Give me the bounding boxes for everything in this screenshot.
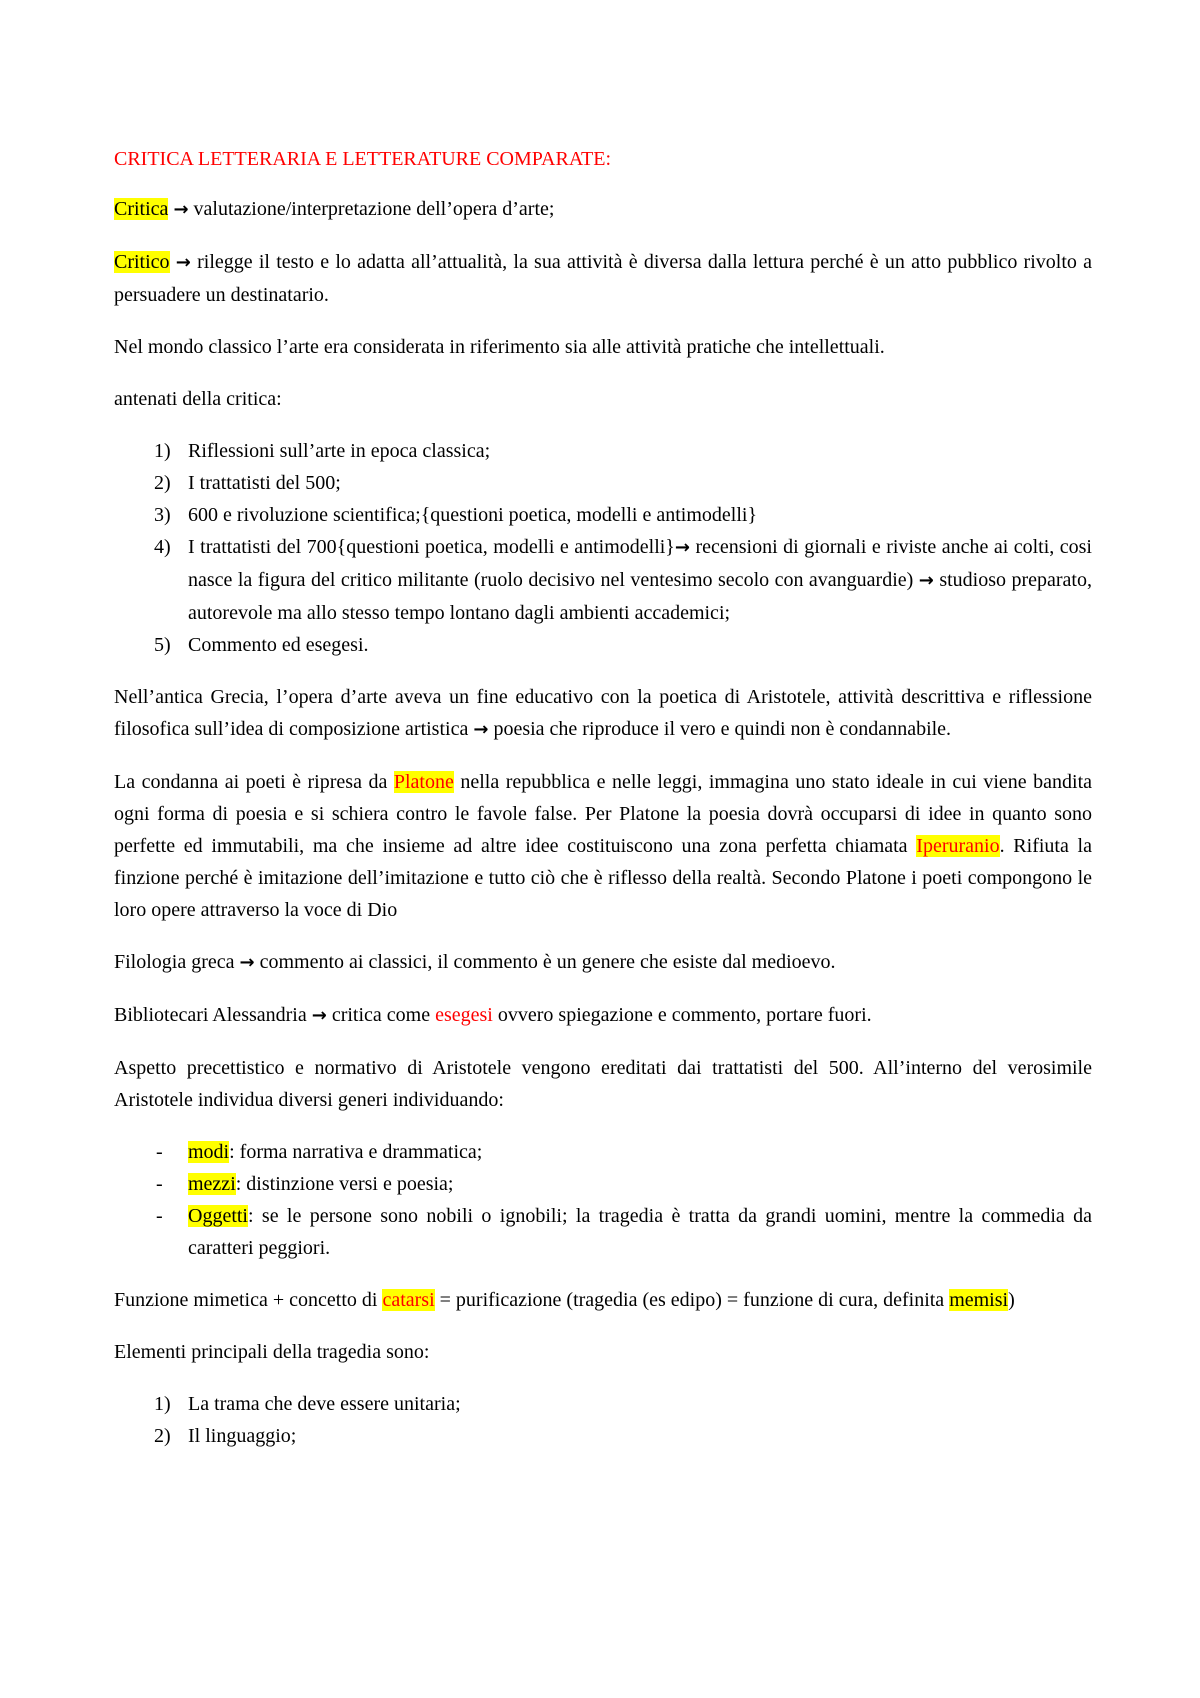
list-item: 2) Il linguaggio; [154, 1425, 297, 1447]
document-title: CRITICA LETTERARIA E LETTERATURE COMPARATE: [114, 148, 612, 170]
paragraph-platone: La condanna ai poeti è ripresa da Platone nella repubblica e nelle leggi, immagina uno stato ideale in cui viene bandita ogni forma di poesia e si schiera contro le favole false. Per Platone la poesia dovrà occuparsi di idee in quanto sono perfette ed immutabili, ma che insieme ad altre idee costituiscono una zona perfetta chiamata Iperuranio. Rifiuta la finzione perché è imitazione dell’imitazione e tutto ciò che è riflesso della realtà. Secondo Platone i poeti compongono le loro opere attraverso la voce di Dio [114, 771, 1092, 921]
arrow-icon: → [239, 952, 255, 973]
paragraph-bibliotecari: Bibliotecari Alessandria → critica come esegesi ovvero spiegazione e commento, portare fuori. [114, 1004, 872, 1026]
list-item: 2) I trattatisti del 500; [154, 472, 341, 494]
arrow-icon: → [473, 719, 489, 740]
paragraph-critico: Critico → rilegge il testo e lo adatta all’attualità, la sua attività è diversa dalla lettura perché è un atto pubblico rivolto a persuadere un destinatario. [114, 251, 1092, 306]
document-page [114, 143, 1092, 1472]
list-generi [114, 1136, 1092, 1264]
paragraph-grecia: Nell’antica Grecia, l’opera d’arte aveva un fine educativo con la poetica di Aristotele, attività descrittiva e riflessione filosofica sull’idea di composizione artistica → poesia che riproduce il vero e quindi non è condannabile. [114, 686, 1092, 740]
term-iperuranio: Iperuranio [916, 835, 1000, 857]
paragraph-filologia: Filologia greca → commento ai classici, il commento è un genere che esiste dal medioevo. [114, 951, 836, 973]
paragraph-elementi: Elementi principali della tragedia sono: [114, 1341, 430, 1363]
list-item: - Oggetti: se le persone sono nobili o ignobili; la tragedia è tratta da grandi uomini, mentre la commedia da caratteri peggiori. [156, 1205, 1092, 1259]
list-item: - modi: forma narrativa e drammatica; [156, 1141, 483, 1163]
paragraph-funzione-mimetica: Funzione mimetica + concetto di catarsi = purificazione (tragedia (es edipo) = funzione di cura, definita memisi) [114, 1289, 1015, 1311]
arrow-icon: → [674, 537, 690, 558]
term-modi: modi [188, 1141, 230, 1163]
list-item: - mezzi: distinzione versi e poesia; [156, 1173, 454, 1195]
term-critica: Critica [114, 198, 169, 220]
arrow-icon: → [311, 1005, 327, 1026]
term-memisi: memisi [949, 1289, 1009, 1311]
term-esegesi: esegesi [435, 1004, 493, 1026]
term-mezzi: mezzi [188, 1173, 236, 1195]
list-item: 3) 600 e rivoluzione scientifica;{questioni poetica, modelli e antimodelli} [154, 504, 758, 526]
paragraph-mondo-classico: Nel mondo classico l’arte era considerata in riferimento sia alle attività pratiche che intellettuali. [114, 336, 885, 358]
list-antenati [114, 435, 1092, 661]
arrow-icon: → [175, 252, 191, 273]
term-critico: Critico [114, 251, 170, 273]
arrow-icon: → [173, 199, 189, 220]
list-item: 5) Commento ed esegesi. [154, 634, 369, 656]
term-platone: Platone [393, 771, 454, 793]
list-item: 4) I trattatisti del 700{questioni poetica, modelli e antimodelli}→ recensioni di giornali e riviste anche ai colti, cosi nasce la figura del critico militante (ruolo decisivo nel ventesimo secolo con avanguardie) → studioso preparato, autorevole ma allo stesso tempo lontano dagli ambienti accademici; [154, 536, 1092, 624]
list-item: 1) Riflessioni sull’arte in epoca classica; [154, 440, 491, 462]
list-item: 1) La trama che deve essere unitaria; [154, 1393, 461, 1415]
list-elementi [114, 1388, 1092, 1452]
paragraph-antenati: antenati della critica: [114, 388, 282, 410]
paragraph-aristotele: Aspetto precettistico e normativo di Aristotele vengono ereditati dai trattatisti del 500. All’interno del verosimile Aristotele individua diversi generi individuando: [114, 1057, 1092, 1111]
arrow-icon: → [918, 570, 934, 591]
paragraph-critica: Critica → valutazione/interpretazione dell’opera d’arte; [114, 198, 555, 220]
term-oggetti: Oggetti [188, 1205, 248, 1227]
term-catarsi: catarsi [382, 1289, 435, 1311]
